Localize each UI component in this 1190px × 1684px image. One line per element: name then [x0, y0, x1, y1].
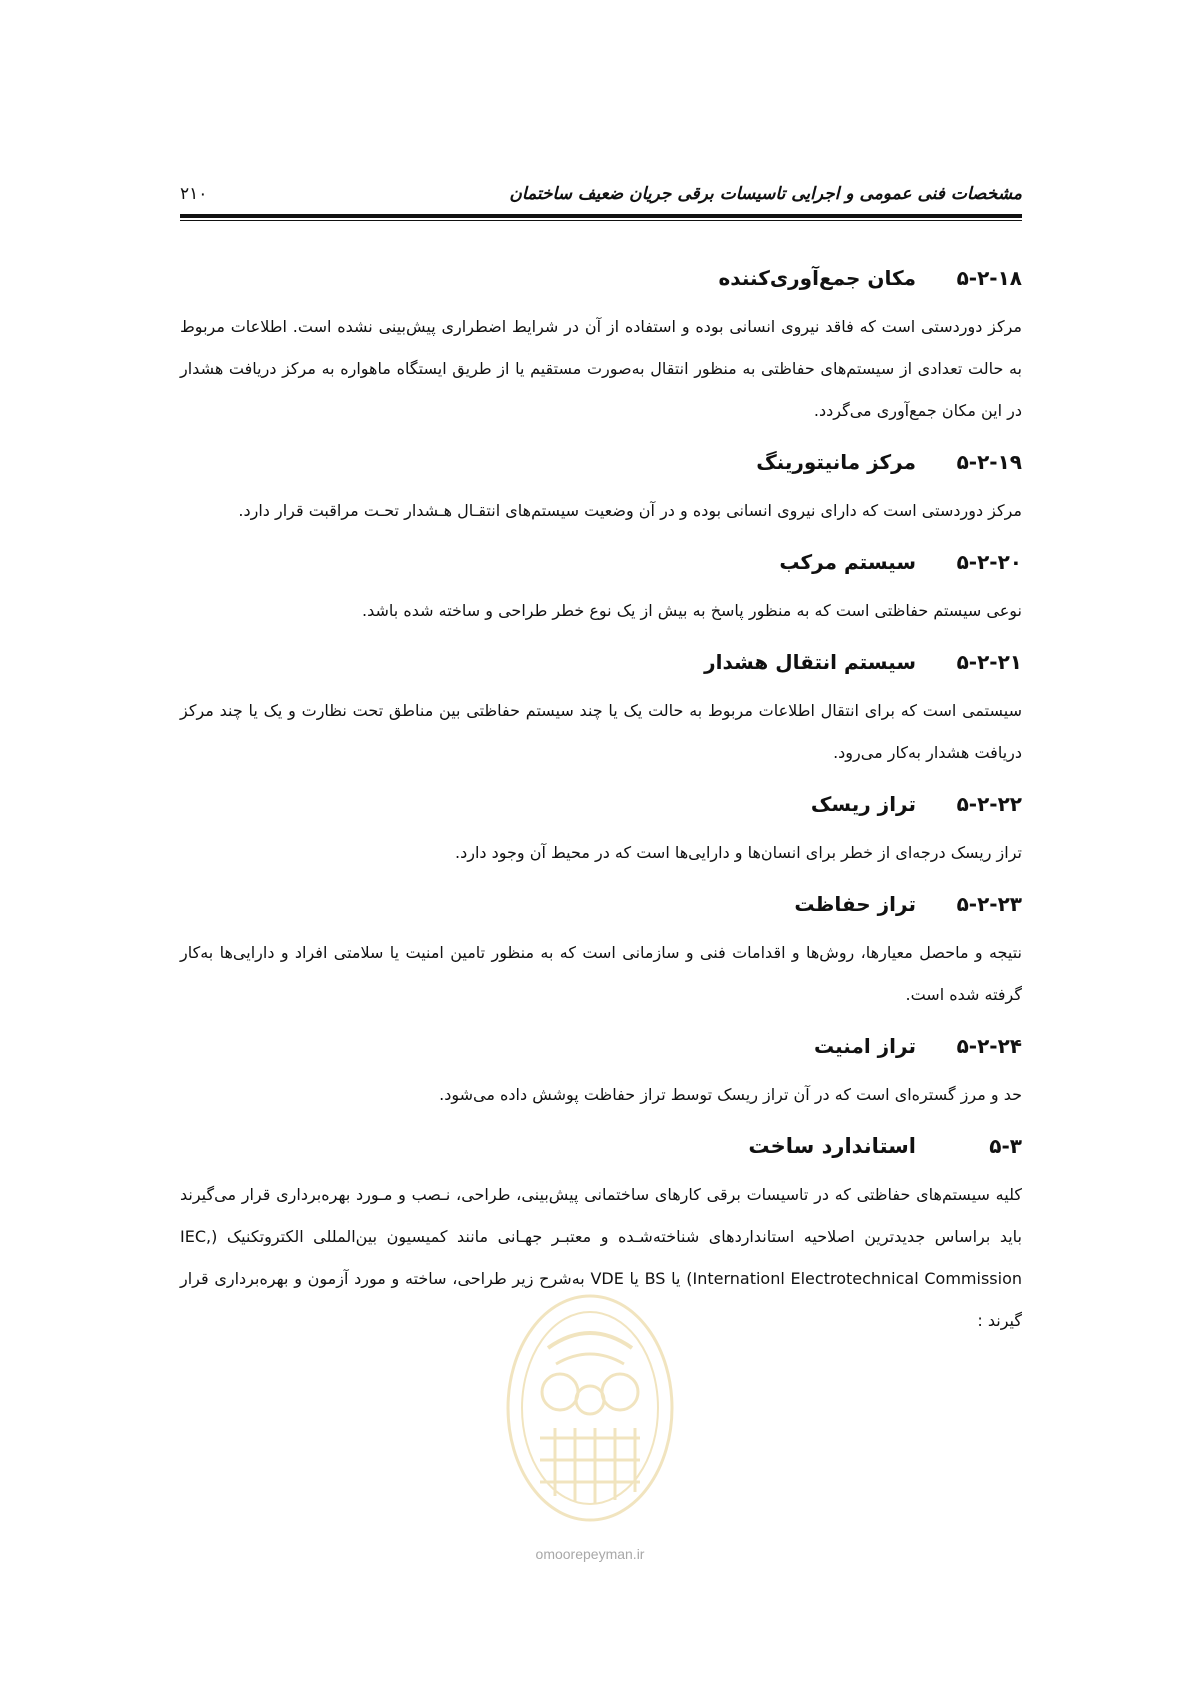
section-18: [180, 266, 1022, 432]
section-number: ۵-۲-۱۹: [956, 450, 1022, 474]
section-title: تراز حفاظت: [794, 892, 916, 916]
section-title: تراز ریسک: [810, 792, 916, 816]
section-body: نوعی سیستم حفاظتی است که به منظور پاسخ به بیش از یک نوع خطر طراحی و ساخته شده باشد.: [362, 601, 1022, 620]
section-heading: [180, 1134, 1022, 1168]
section-heading: [180, 266, 1022, 300]
section-body: مرکز دوردستی است که فاقد نیروی انسانی بوده و استفاده از آن در شرایط اضطراری پیش‌بینی نشده است. اطلاعات مربوط به حالت تعدادی از سیستم‌های حفاظتی به منظور انتقال به‌صورت مستقیم یا از طریق ایستگاه ماهواره به مرکز دریافت هشدار در این مکان جمع‌آوری می‌گردد.: [180, 317, 1022, 420]
section-title: مرکز مانیتورینگ: [756, 450, 916, 474]
section-title: تراز امنیت: [813, 1034, 916, 1058]
section-body: مرکز دوردستی است که دارای نیروی انسانی بوده و در آن وضعیت سیستم‌های انتقـال هـشدار تحـت مراقبت قرار دارد.: [238, 501, 1022, 520]
header-rule-thin: [180, 220, 1022, 221]
section-21: [180, 650, 1022, 774]
section-number: ۵-۲-۱۸: [956, 266, 1022, 290]
section-number: ۵-۳: [989, 1134, 1022, 1158]
section-main-3: [180, 1134, 1022, 1342]
section-heading: [180, 450, 1022, 484]
section-heading: [180, 792, 1022, 826]
section-body: نتیجه و ماحصل معیارها، روش‌ها و اقدامات فنی و سازمانی است که به منظور تامین امنیت یا سلامتی افراد و دارایی‌ها به‌کار گرفته شده است.: [180, 943, 1022, 1004]
page-number: ۲۱۰: [180, 184, 208, 204]
section-body: تراز ریسک درجه‌ای از خطر برای انسان‌ها و دارایی‌ها است که در محیط آن وجود دارد.: [455, 843, 1022, 862]
section-body: حد و مرز گستره‌ای است که در آن تراز ریسک توسط تراز حفاظت پوشش داده می‌شود.: [439, 1085, 1022, 1104]
section-body: کلیه سیستم‌های حفاظتی که در تاسیسات برقی کارهای ساختمانی پیش‌بینی، طراحی، نـصب و مـورد بهره‌برداری قرار می‌گیرند باید براساس جدیدترین اصلاحیه استانداردهای شناخته‌شـده و معتبـر جهـانی مانند کمیسیون بین‌المللی الکتروتکنیک (IEC, Internationl Electrotechnical Commission) یا BS یا VDE به‌شرح زیر طراحی، ساخته و مورد آزمون و بهره‌برداری قرار گیرند :: [180, 1185, 1023, 1330]
running-title: مشخصات فنی عمومی و اجرایی تاسیسات برقی جریان ضعیف ساختمان: [509, 184, 1022, 204]
section-heading: [180, 892, 1022, 926]
section-title: سیستم انتقال هشدار: [704, 650, 916, 674]
section-19: [180, 450, 1022, 532]
section-heading: [180, 650, 1022, 684]
section-number: ۵-۲-۲۳: [956, 892, 1022, 916]
section-24: [180, 1034, 1022, 1116]
section-body: سیستمی است که برای انتقال اطلاعات مربوط به حالت یک یا چند سیستم حفاظتی بین مناطق تحت نظارت و یک یا چند مرکز دریافت هشدار به‌کار می‌رود.: [180, 701, 1022, 762]
section-number: ۵-۲-۲۴: [956, 1034, 1022, 1058]
section-23: [180, 892, 1022, 1016]
section-number: ۵-۲-۲۱: [956, 650, 1022, 674]
page-header: [180, 184, 1022, 204]
section-title: سیستم مرکب: [779, 550, 916, 574]
section-22: [180, 792, 1022, 874]
section-number: ۵-۲-۲۲: [956, 792, 1022, 816]
section-title: استاندارد ساخت: [748, 1134, 916, 1158]
section-number: ۵-۲-۲۰: [956, 550, 1022, 574]
section-title: مکان جمع‌آوری‌کننده: [718, 266, 916, 290]
section-heading: [180, 550, 1022, 584]
header-rule-thick: [180, 214, 1022, 218]
watermark-text: omoorepeyman.ir: [535, 1546, 645, 1562]
section-20: [180, 550, 1022, 632]
section-heading: [180, 1034, 1022, 1068]
document-body: [180, 266, 1022, 1360]
